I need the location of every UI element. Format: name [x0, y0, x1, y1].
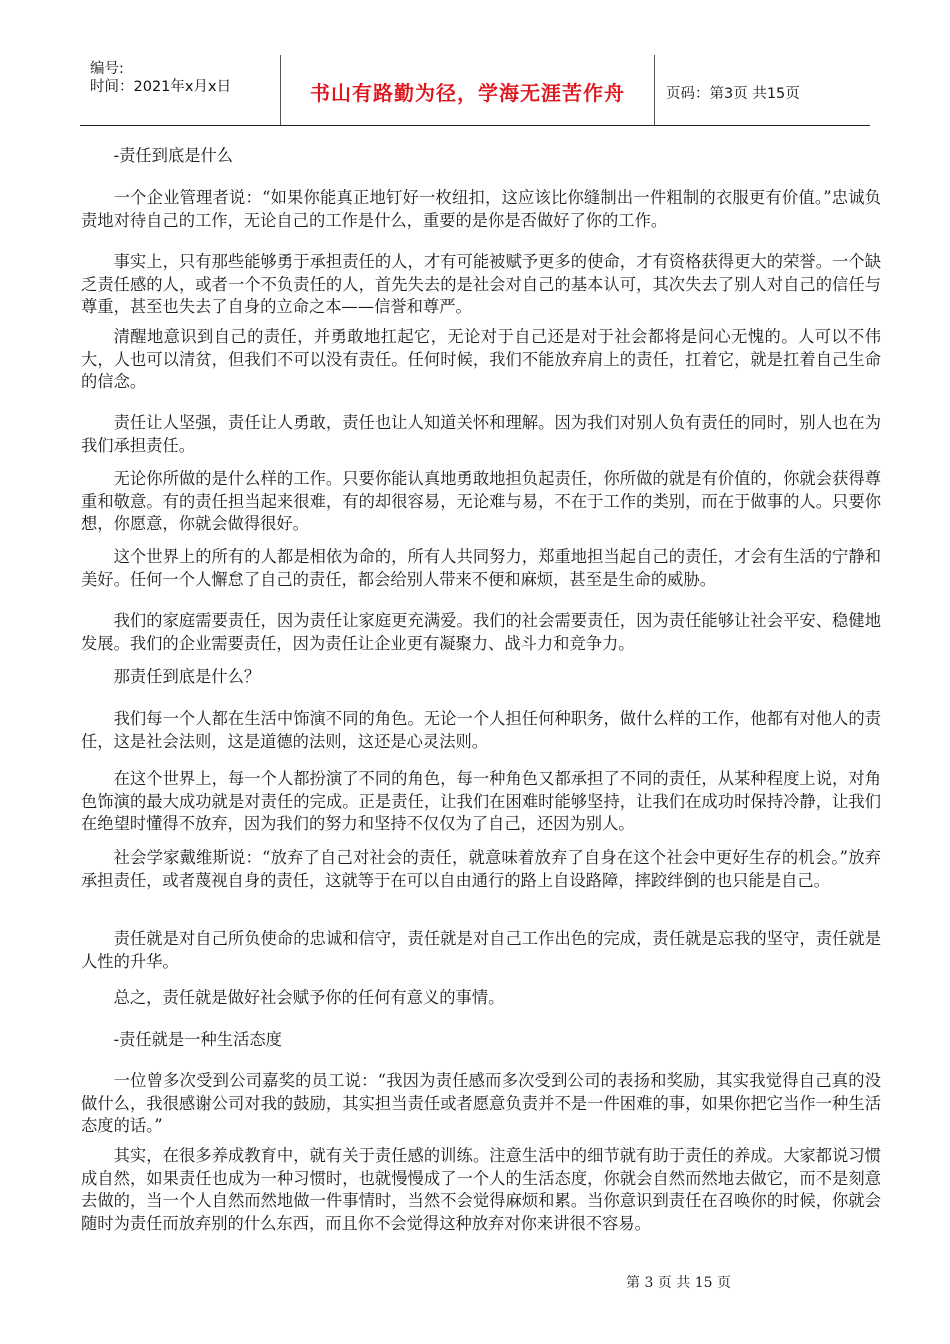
- body-paragraph: 在这个世界上，每一个人都扮演了不同的角色，每一种角色又都承担了不同的责任，从某种程度上说，对角色饰演的最大成功就是对责任的完成。正是责任，让我们在困难时能够坚持，让我们在成功时保持冷静，让我们在绝望时懂得不放弃，因为我们的努力和坚持不仅仅为了自己，还因为别人。: [81, 769, 881, 833]
- page-header: [80, 55, 870, 126]
- body-paragraph: 总之，责任就是做好社会赋予你的任何有意义的事情。: [113, 988, 505, 1007]
- document-number-label: 编号:: [90, 61, 124, 77]
- body-paragraph: 清醒地意识到自己的责任，并勇敢地扛起它，无论对于自己还是对于社会都将是问心无愧的。人可以不伟大，人也可以清贫，但我们不可以没有责任。任何时候，我们不能放弃肩上的责任，扛着它，就是扛着自己生命的信念。: [81, 327, 881, 391]
- body-paragraph: 一位曾多次受到公司嘉奖的员工说：“我因为责任感而多次受到公司的表扬和奖励，其实我觉得自己真的没做什么，我很感谢公司对我的鼓励，其实担当责任或者愿意负责并不是一件困难的事，如果你把它当作一种生活态度的话。”: [81, 1071, 881, 1135]
- header-page-info: 页码：第3页 共15页: [666, 86, 800, 102]
- header-motto-cell: [280, 55, 655, 125]
- body-paragraph: 我们每一个人都在生活中饰演不同的角色。无论一个人担任何种职务，做什么样的工作，他都有对他人的责任，这是社会法则，这是道德的法则，这还是心灵法则。: [81, 709, 881, 751]
- body-paragraph: 事实上，只有那些能够勇于承担责任的人，才有可能被赋予更多的使命，才有资格获得更大的荣誉。一个缺乏责任感的人，或者一个不负责任的人，首先失去的是社会对自己的基本认可，其次失去了别人对自己的信任与尊重，甚至也失去了自身的立命之本——信誉和尊严。: [81, 252, 881, 316]
- body-paragraph: 我们的家庭需要责任，因为责任让家庭更充满爱。我们的社会需要责任，因为责任能够让社会平安、稳健地发展。我们的企业需要责任，因为责任让企业更有凝聚力、战斗力和竞争力。: [81, 611, 881, 653]
- header-motto: 书山有路勤为径，学海无涯苦作舟: [310, 81, 625, 105]
- body-paragraph: 责任就是对自己所负使命的忠诚和信守，责任就是对自己工作出色的完成，责任就是忘我的坚守，责任就是人性的升华。: [81, 929, 881, 971]
- header-meta-cell: [80, 55, 280, 125]
- document-date-label: 时间：2021年x月x日: [90, 79, 232, 95]
- body-paragraph: 无论你所做的是什么样的工作。只要你能认真地勇敢地担负起责任，你所做的就是有价值的，你就会获得尊重和敬意。有的责任担当起来很难，有的却很容易，无论难与易，不在于工作的类别，而在于做事的人。只要你想，你愿意，你就会做得很好。: [81, 469, 881, 533]
- body-paragraph: 这个世界上的所有的人都是相依为命的，所有人共同努力，郑重地担当起自己的责任，才会有生活的宁静和美好。任何一个人懈怠了自己的责任，都会给别人带来不便和麻烦，甚至是生命的威胁。: [81, 547, 881, 589]
- body-paragraph: 其实，在很多养成教育中，就有关于责任感的训练。注意生活中的细节就有助于责任的养成。大家都说习惯成自然，如果责任也成为一种习惯时，也就慢慢成了一个人的生活态度，你就会自然而然地去做它，而不是刻意去做的，当一个人自然而然地做一件事情时，当然不会觉得麻烦和累。当你意识到责任在召唤你的时候，你就会随时为责任而放弃别的什么东西，而且你不会觉得这种放弃对你来讲很不容易。: [81, 1146, 881, 1233]
- body-paragraph: 责任让人坚强，责任让人勇敢，责任也让人知道关怀和理解。因为我们对别人负有责任的同时，别人也在为我们承担责任。: [81, 413, 881, 455]
- body-paragraph: 社会学家戴维斯说：“放弃了自己对社会的责任，就意味着放弃了自身在这个社会中更好生存的机会。”放弃承担责任，或者蔑视自身的责任，这就等于在可以自由通行的路上自设路障，摔跤绊倒的也只能是自己。: [81, 848, 881, 890]
- section-heading: -责任就是一种生活态度: [113, 1030, 282, 1049]
- section-heading: -责任到底是什么: [113, 146, 234, 165]
- body-paragraph: 一个企业管理者说：“如果你能真正地钉好一枚纽扣，这应该比你缝制出一件粗制的衣服更有价值。”忠诚负责地对待自己的工作，无论自己的工作是什么，重要的是你是否做好了你的工作。: [81, 188, 881, 230]
- body-paragraph: 那责任到底是什么？: [113, 667, 261, 686]
- page-footer-number: 第 3 页 共 15 页: [626, 1275, 731, 1291]
- header-page-cell: [654, 55, 870, 125]
